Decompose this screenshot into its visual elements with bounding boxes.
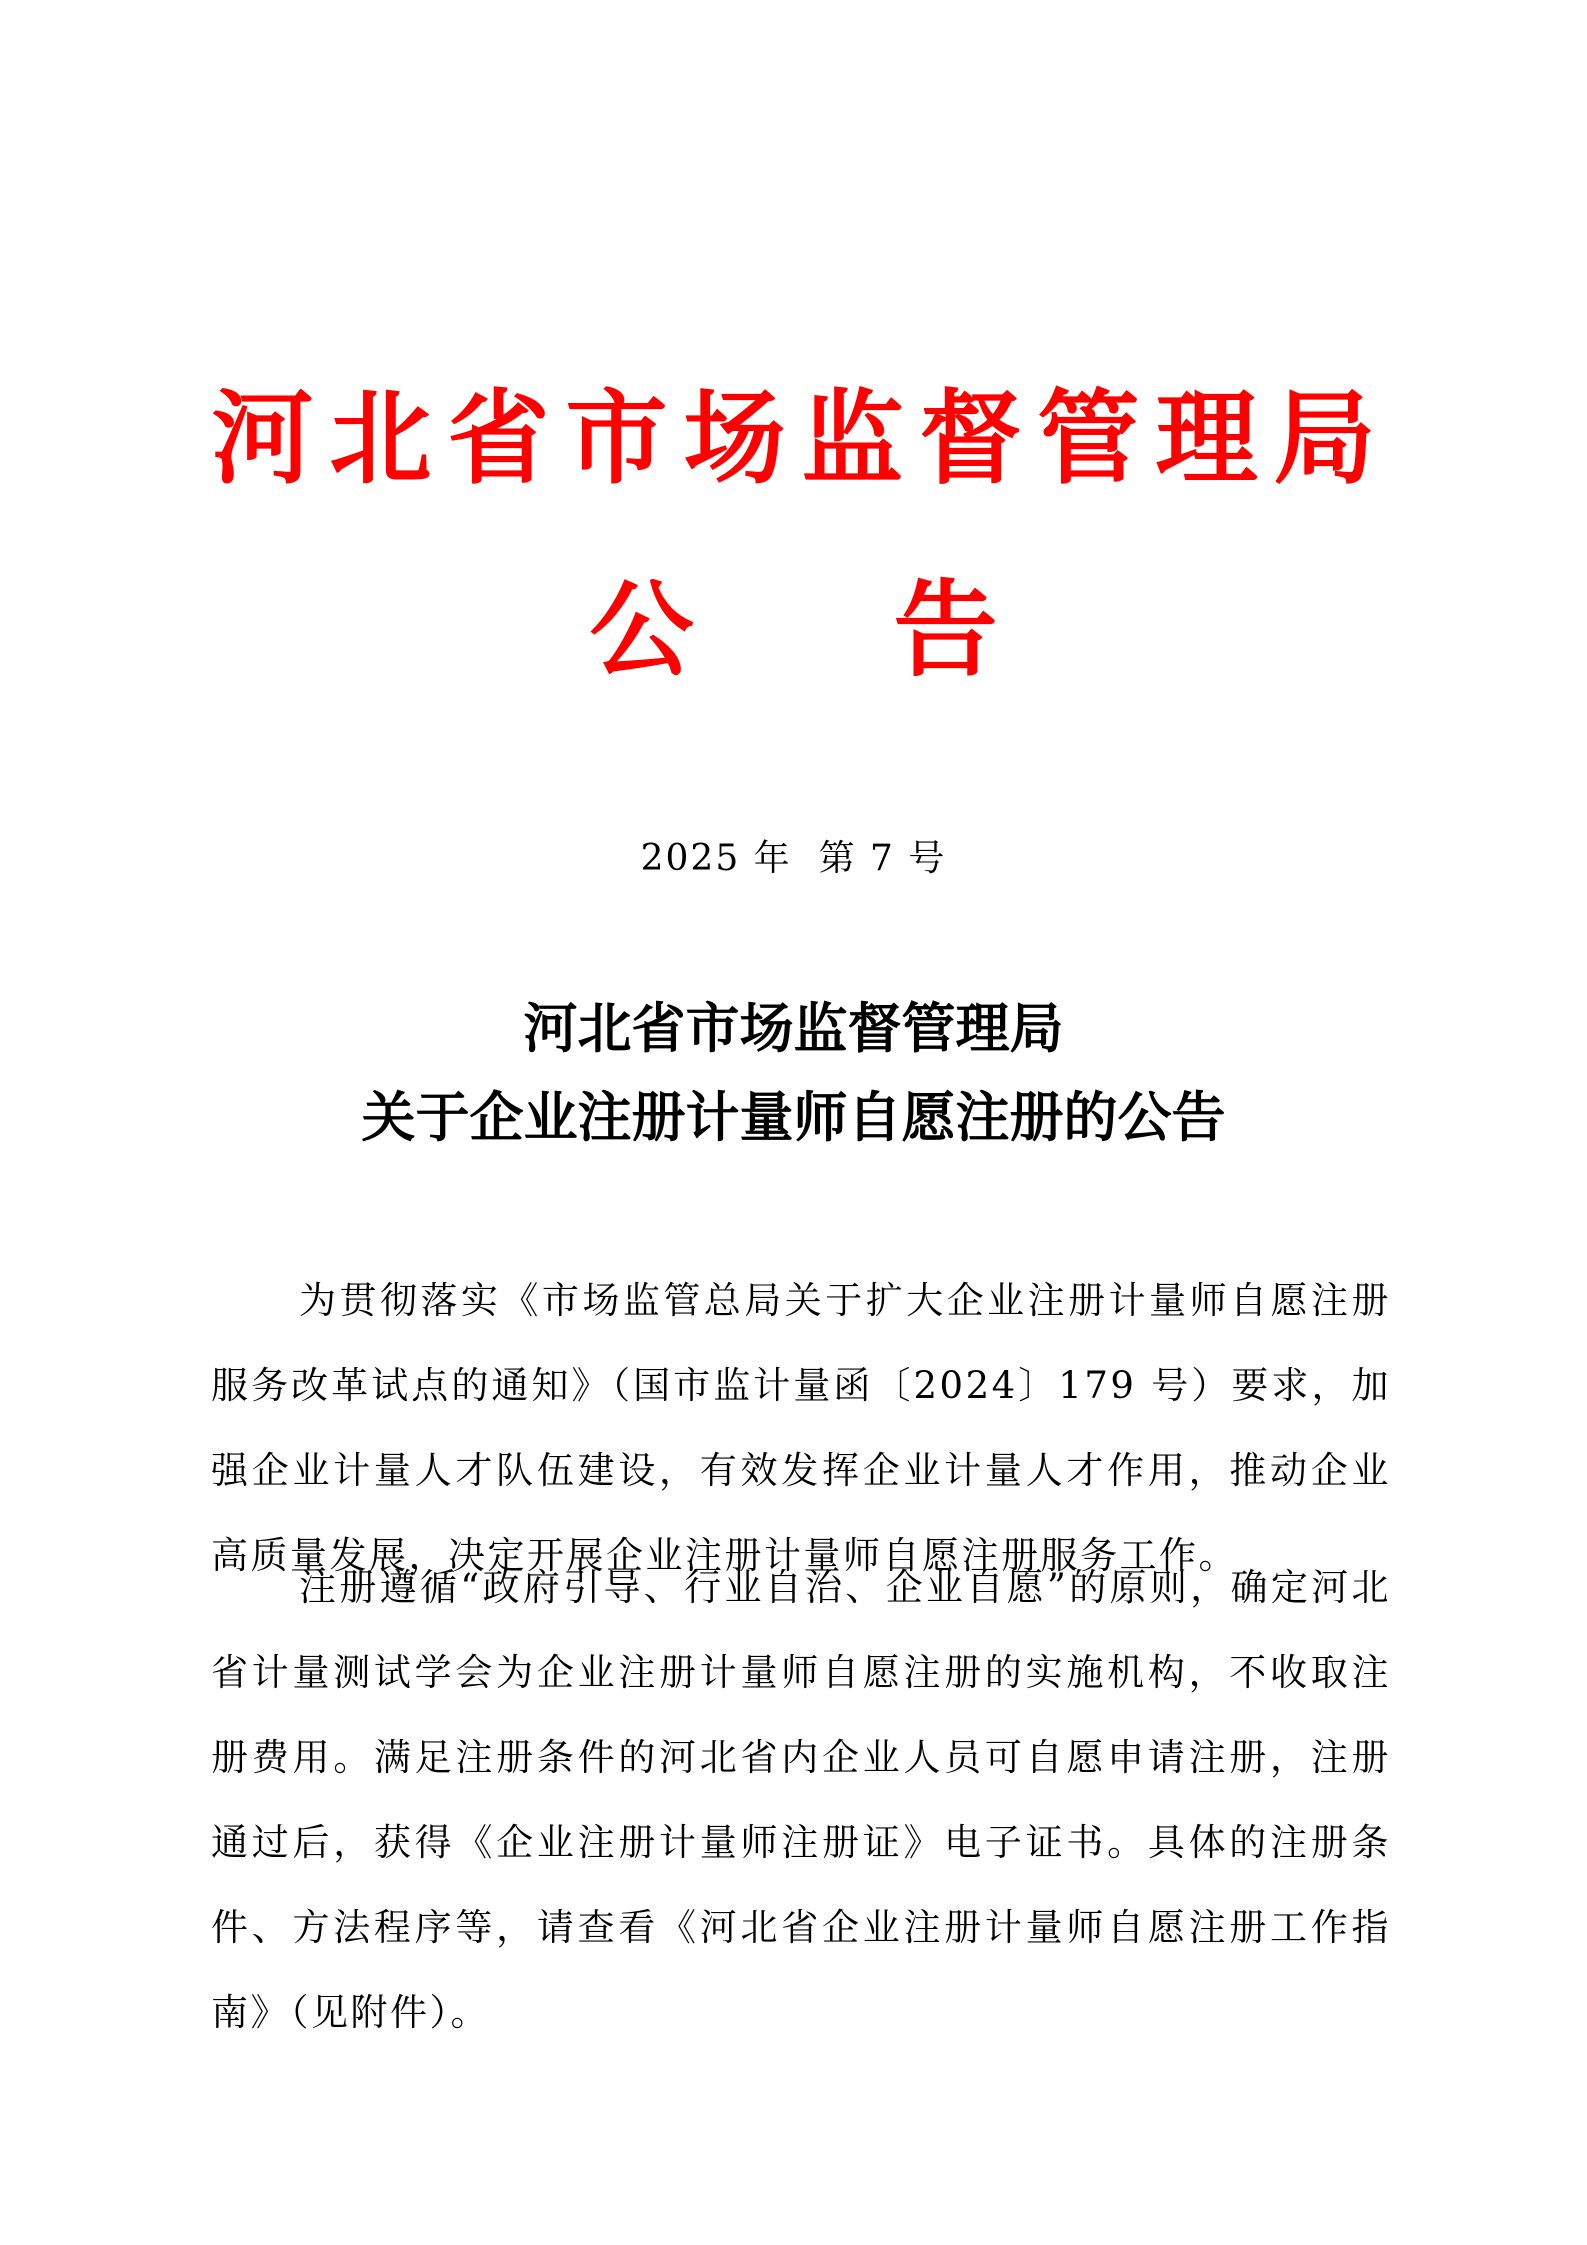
body-paragraph-2: 注册遵循“政府引导、行业自治、企业自愿”的原则，确定河北省计量测试学会为企业注册计量师自愿注册的实施机构，不收取注册费用。满足注册条件的河北省内企业人员可自愿申请注册，注册通过后，获得《企业注册计量师注册证》电子证书。具体的注册条件、方法程序等，请查看《河北省企业注册计量师自愿注册工作指南》（见附件）。 (211, 1566, 1391, 2034)
announcement-title-line-2: 关于企业注册计量师自愿注册的公告 (361, 1085, 1226, 1149)
document-number: 2025 年 第 7 号 (640, 838, 947, 879)
announcement-title-line-1: 河北省市场监督管理局 (523, 996, 1064, 1060)
body-paragraph-1: 为贯彻落实《市场监管总局关于扩大企业注册计量师自愿注册服务改革试点的通知》（国市监计量函〔2024〕179 号）要求，加强企业计量人才队伍建设，有效发挥企业计量人才作用，推动企业高质量发展，决定开展企业注册计量师自愿注册服务工作。 (211, 1279, 1391, 1577)
agency-name-header: 河北省市场监督管理局 (211, 379, 1392, 499)
document-type-header: 公告 (589, 568, 1198, 691)
